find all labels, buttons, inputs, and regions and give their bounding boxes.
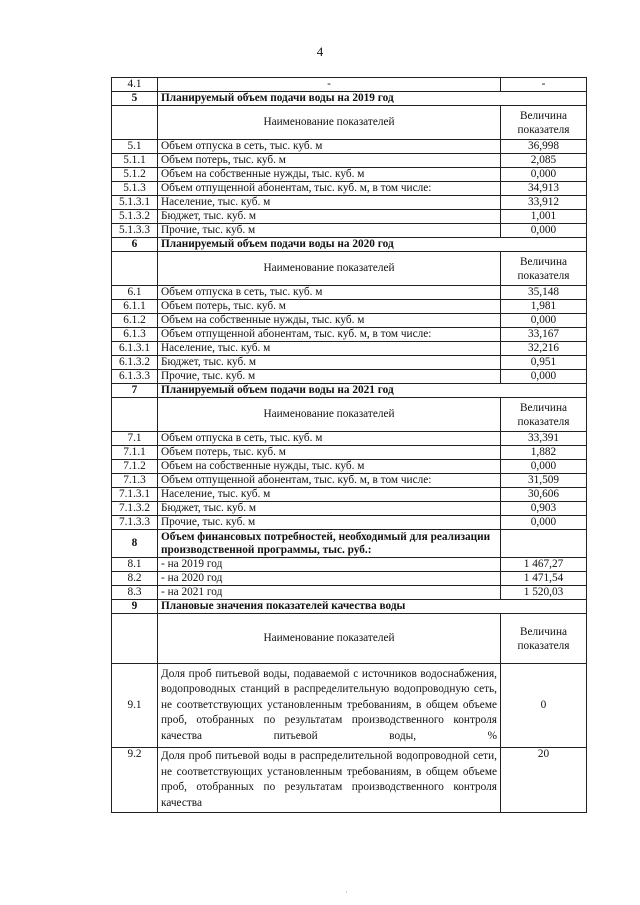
row-name: Объем отпуска в сеть, тыс. куб. м [158,432,501,446]
row-number: 8.3 [112,586,158,600]
table-row [112,356,587,370]
section-row [112,384,587,398]
row-number: 5.1.3.2 [112,210,158,224]
row-number: 9.2 [112,748,158,813]
table-row [112,474,587,488]
table-row [112,432,587,446]
row-number: 6.1.3.3 [112,370,158,384]
table-row [112,748,587,813]
table-row [112,224,587,238]
row-number: 6.1.3 [112,328,158,342]
table-row [112,300,587,314]
row-number: 6.1 [112,286,158,300]
row-number: 7.1.3.1 [112,488,158,502]
row-number: 7.1.3.3 [112,516,158,530]
section-number: 6 [112,238,158,252]
row-number: 4.1 [112,78,158,92]
header-name: Наименование показателей [158,398,501,432]
header-number-cell [112,106,158,140]
row-name: - на 2021 год [158,586,501,600]
row-name: Объем отпуска в сеть, тыс. куб. м [158,286,501,300]
header-row [112,614,587,664]
row-name: Население, тыс. куб. м [158,342,501,356]
row-name: Объем на собственные нужды, тыс. куб. м [158,314,501,328]
row-name: - на 2020 год [158,572,501,586]
row-name: - на 2019 год [158,558,501,572]
section-number: 9 [112,600,158,614]
row-value: 1 520,03 [501,586,587,600]
row-value: - [501,78,587,92]
row-value: 1,001 [501,210,587,224]
section-number: 5 [112,92,158,106]
section-row [112,92,587,106]
page-number: 4 [316,44,324,59]
row-name: Прочие, тыс. куб. м [158,516,501,530]
row-number: 9.1 [112,664,158,748]
row-value: 0,000 [501,370,587,384]
table-row [112,342,587,356]
row-value: 30,606 [501,488,587,502]
row-number: 5.1.3 [112,182,158,196]
row-number: 6.1.3.1 [112,342,158,356]
row-number: 5.1.3.1 [112,196,158,210]
section-value-cell [501,530,587,558]
row-name: - [158,78,501,92]
row-number: 7.1.1 [112,446,158,460]
table-row [112,328,587,342]
row-value: 0,000 [501,460,587,474]
table-row [112,488,587,502]
table-row [112,572,587,586]
table-row [112,314,587,328]
row-name: Бюджет, тыс. куб. м [158,356,501,370]
row-number: 7.1.3 [112,474,158,488]
row-name: Объем потерь, тыс. куб. м [158,446,501,460]
row-value: 0,000 [501,314,587,328]
row-value: 20 [501,748,587,813]
row-value: 33,167 [501,328,587,342]
row-value: 32,216 [501,342,587,356]
table-row [112,370,587,384]
row-name: Объем потерь, тыс. куб. м [158,300,501,314]
header-number-cell [112,252,158,286]
row-value: 1,882 [501,446,587,460]
row-number: 6.1.1 [112,300,158,314]
table-row [112,182,587,196]
table-row [112,446,587,460]
row-number: 7.1 [112,432,158,446]
row-name: Прочие, тыс. куб. м [158,224,501,238]
row-number: 5.1 [112,140,158,154]
table-row [112,558,587,572]
scan-dot: · [345,888,348,897]
row-value: 1 467,27 [501,558,587,572]
row-name: Доля проб питьевой воды, подаваемой с источников водоснабжения, водопроводных станций в распределительную водопроводную сеть, не соответствующих установленным требованиям, в общем объеме проб, отобранных по результатам производственного контроля качества питьевой воды, % [158,664,501,748]
row-name: Прочие, тыс. куб. м [158,370,501,384]
table-row [112,286,587,300]
section-title: Планируемый объем подачи воды на 2020 год [158,238,587,252]
section-title: Объем финансовых потребностей, необходимый для реализации производственной программы, тыс. руб.: [158,530,501,558]
section-row [112,530,587,558]
table-row [112,140,587,154]
header-name: Наименование показателей [158,252,501,286]
header-value: Величина показателя [501,614,587,664]
row-name: Объем отпущенной абонентам, тыс. куб. м, в том числе: [158,474,501,488]
table-row [112,168,587,182]
row-value: 35,148 [501,286,587,300]
row-number: 6.1.3.2 [112,356,158,370]
row-name: Объем на собственные нужды, тыс. куб. м [158,168,501,182]
row-name: Население, тыс. куб. м [158,488,501,502]
row-value: 0,903 [501,502,587,516]
row-value: 0,000 [501,168,587,182]
table-row [112,516,587,530]
section-title: Планируемый объем подачи воды на 2019 год [158,92,587,106]
row-value: 0,000 [501,224,587,238]
table-row [112,460,587,474]
row-value: 0 [501,664,587,748]
row-number: 6.1.2 [112,314,158,328]
header-row [112,252,587,286]
row-number: 5.1.2 [112,168,158,182]
row-name: Объем отпуска в сеть, тыс. куб. м [158,140,501,154]
row-name: Объем потерь, тыс. куб. м [158,154,501,168]
row-number: 5.1.3.3 [112,224,158,238]
section-number: 7 [112,384,158,398]
table-row [112,502,587,516]
header-row [112,106,587,140]
row-value: 33,912 [501,196,587,210]
section-title: Плановые значения показателей качества воды [158,600,587,614]
table-row [112,78,587,92]
header-value: Величина показателя [501,106,587,140]
row-value: 31,509 [501,474,587,488]
row-name: Бюджет, тыс. куб. м [158,502,501,516]
indicators-table [111,77,587,813]
section-row [112,600,587,614]
row-number: 8.2 [112,572,158,586]
header-value: Величина показателя [501,398,587,432]
section-row [112,238,587,252]
row-value: 36,998 [501,140,587,154]
row-value: 0,951 [501,356,587,370]
row-name: Бюджет, тыс. куб. м [158,210,501,224]
row-name: Население, тыс. куб. м [158,196,501,210]
table-row [112,154,587,168]
row-value: 1 471,54 [501,572,587,586]
header-row [112,398,587,432]
row-number: 7.1.2 [112,460,158,474]
header-name: Наименование показателей [158,106,501,140]
table-row [112,664,587,748]
row-value: 1,981 [501,300,587,314]
row-name: Доля проб питьевой воды в распределительной водопроводной сети, не соответствующих установленным требованиям, в общем объеме проб, отобранных по результатам производственного контроля качества [158,748,501,813]
header-value: Величина показателя [501,252,587,286]
row-number: 5.1.1 [112,154,158,168]
table-row [112,196,587,210]
row-name: Объем на собственные нужды, тыс. куб. м [158,460,501,474]
row-value: 33,391 [501,432,587,446]
row-value: 2,085 [501,154,587,168]
table-row [112,210,587,224]
row-value: 0,000 [501,516,587,530]
section-number: 8 [112,530,158,558]
table-row [112,586,587,600]
row-number: 7.1.3.2 [112,502,158,516]
row-name: Объем отпущенной абонентам, тыс. куб. м, в том числе: [158,182,501,196]
row-number: 8.1 [112,558,158,572]
header-number-cell [112,614,158,664]
section-title: Планируемый объем подачи воды на 2021 год [158,384,587,398]
row-name: Объем отпущенной абонентам, тыс. куб. м, в том числе: [158,328,501,342]
header-name: Наименование показателей [158,614,501,664]
header-number-cell [112,398,158,432]
row-value: 34,913 [501,182,587,196]
